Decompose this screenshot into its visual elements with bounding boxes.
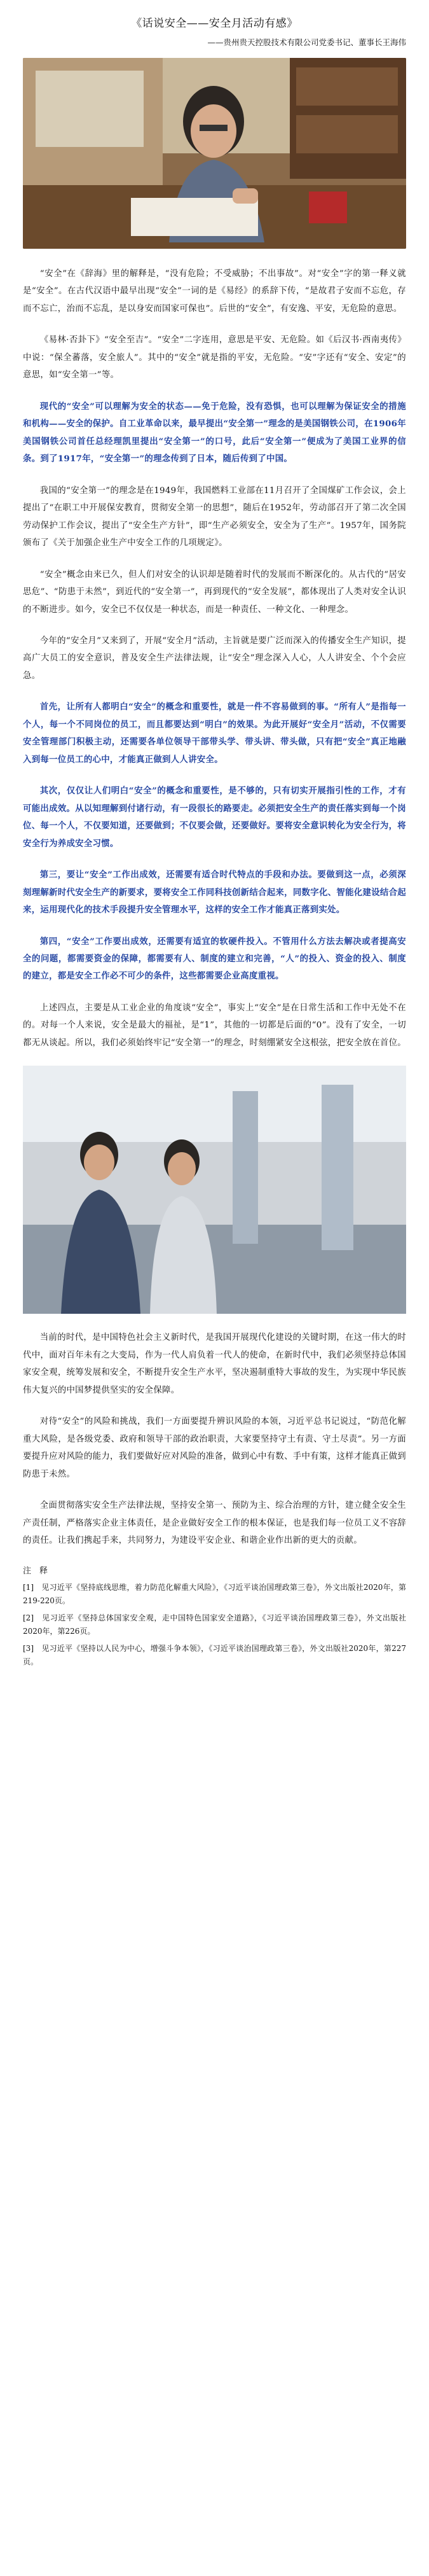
article-byline: ——贵州贵天控股技术有限公司党委书记、董事长王海伟	[207, 38, 406, 47]
paragraph-4: 我国的“安全第一”的理念是在1949年，我国燃料工业部在11月召开了全国煤矿工作会议，会上提出了“在职工中开展保安教育，贯彻安全第一的思想”，随后在1952年，劳动部召开了第二次全国劳动保护工作会议，提出了“安全生产方针”，即“生产必须安全，安全为了生产”。1957年，国务院颁布了《关于加强企业生产中安全工作的几项规定》。	[23, 485, 406, 548]
paragraph-13: 对待“安全”的风险和挑战，我们一方面要提升辨识风险的本领，习近平总书记说过，“防范化解重大风险，是各级党委、政府和领导干部的政治职责，大家要坚持守土有责、守土尽责”。另一方面要提升应对风险的能力，我们要做好应对风险的准备，做到心中有数、手中有策，这样才能真正做到防患于未然。	[23, 1417, 406, 1479]
paragraph-7: 首先，让所有人都明白“安全”的概念和重要性，就是一件不容易做到的事。“所有人”是指每一个人，每一个不同岗位的员工，而且都要达到“明白”的效果。为此开展好“安全月”活动，不仅需要安全管理部门积极主动，还需要各单位领导干部带头学、带头讲、带头做，只有把“安全”真正地融入到每一位员工的心中，才能真正做到人人讲安全。	[23, 702, 406, 765]
paragraph-2: 《易林·否卦下》“安全至吉”。“安全”二字连用，意思是平安、无危险。如《后汉书·西南夷传》中说：“保全蕃落，安全旅人”。其中的“安全”就是指的平安，无危险。“安”字还有“安全、安定”的意思，如“安全第一”等。	[23, 335, 406, 380]
notes-heading: 注 释	[23, 1566, 48, 1576]
paragraph-8: 其次，仅仅让人们明白“安全”的概念和重要性，是不够的，只有切实开展指引性的工作，才有可能出成效。从以知理解到付诸行动，有一段很长的路要走。必须把安全生产的责任落实到每一个岗位、每一个人，不仅要知道，还要做到；不仅要会做，还要做好。要将安全意识转化为安全行为，将安全行为养成安全习惯。	[23, 786, 406, 849]
note-2: [2] 见习近平《坚持总体国家安全观，走中国特色国家安全道路》，《习近平谈治国理政第三卷》，外文出版社2020年，第226页。	[23, 1613, 406, 1636]
paragraph-11: 上述四点，主要是从工业企业的角度谈“安全”，事实上“安全”是在日常生活和工作中无处不在的。对每一个人来说，安全是最大的福祉，是“1”，其他的一切都是后面的“0”。没有了安全，一切都无从谈起。所以，我们必须始终牢记“安全第一”的理念，时刻绷紧安全这根弦，把安全放在首位。	[23, 1003, 406, 1048]
photo-illustration	[23, 58, 406, 249]
author-photo-writing	[23, 58, 406, 249]
paragraph-12: 当前的时代，是中国特色社会主义新时代，是我国开展现代化建设的关键时期，在这一伟大的时代中，面对百年未有之大变局，作为一代人肩负着一代人的使命，在新时代中，我们必须坚持总体国家安全观，统筹发展和安全，不断提升安全生产水平，坚决遏制重特大事故的发生，为实现中华民族伟大复兴的中国梦提供坚实的安全保障。	[23, 1333, 406, 1395]
paragraph-3: 现代的“安全”可以理解为安全的状态——免于危险，没有恐惧，也可以理解为保证安全的措施和机构——安全的保护。自工业革命以来，最早提出“安全第一”理念的是美国钢铁公司，在1906年美国钢铁公司首任总经理凯里提出“安全第一”的口号，此后“安全第一”便成为了美国工业界的信条。到了1917年，“安全第一”的理念传到了日本，随后传到了中国。	[23, 401, 406, 464]
note-1: [1] 见习近平《坚持底线思维，着力防范化解重大风险》，《习近平谈治国理政第三卷》，外文出版社2020年，第219-220页。	[23, 1582, 406, 1605]
paragraph-14: 全面贯彻落实安全生产法律法规，坚持安全第一、预防为主、综合治理的方针，建立健全安全生产责任制，严格落实企业主体责任，是企业做好安全工作的根本保证，也是我们每一位员工义不容辞的责任。让我们携起手来，共同努力，为建设平安企业、和谐企业作出新的更大的贡献。	[23, 1501, 406, 1546]
paragraph-10: 第四，“安全”工作要出成效，还需要有适宜的软硬件投入。不管用什么方法去解决或者提高安全的问题，都需要资金的保障，都需要有人、制度的建立和完善，“人”的投入、资金的投入、制度的建立，都是安全工作必不可少的条件，这些都需要企业高度重视。	[23, 936, 406, 982]
paragraph-6: 今年的“安全月”又来到了，开展“安全月”活动，主旨就是要广泛而深入的传播安全生产知识，提高广大员工的安全意识，普及安全生产法律法规，让“安全”理念深入人心，人人讲安全、个个会应急。	[23, 636, 407, 681]
note-3: [3] 见习近平《坚持以人民为中心，增强斗争本领》，《习近平谈治国理政第三卷》，外文出版社2020年，第227页。	[23, 1643, 406, 1666]
inspection-photo	[23, 1066, 406, 1314]
photo-illustration-2	[23, 1066, 406, 1314]
article-title: 《话说安全——安全月活动有感》	[131, 17, 298, 30]
paragraph-9: 第三，要让“安全”工作出成效，还需要有适合时代特点的手段和办法。要做到这一点，必须深刻理解新时代安全生产的新要求，要将安全工作同科技创新结合起来，同数字化、智能化建设结合起来，运用现代化的技术手段提升安全管理水平，这样的安全工作才能真正落到实处。	[23, 870, 406, 916]
paragraph-5: “安全”概念由来已久，但人们对安全的认识却是随着时代的发展而不断深化的。从古代的“居安思危”、“防患于未然”，到近代的“安全第一”，再到现代的“安全发展”，都体现出了人类对安全认识的不断进步。如今，安全已不仅仅是一种状态，而是一种责任、一种文化、一种理念。	[23, 569, 406, 615]
paragraph-1: “安全”在《辞海》里的解释是，“没有危险；不受威胁；不出事故”。对“安全”字的第一释义就是“安全”。在古代汉语中最早出现“安全”一词的是《易经》的系辞下传，“是故君子安而不忘危，存而不忘亡，治而不忘乱，是以身安而国家可保也”。后世的“安全”，有安逸、平安，无危险的意思。	[23, 269, 406, 314]
